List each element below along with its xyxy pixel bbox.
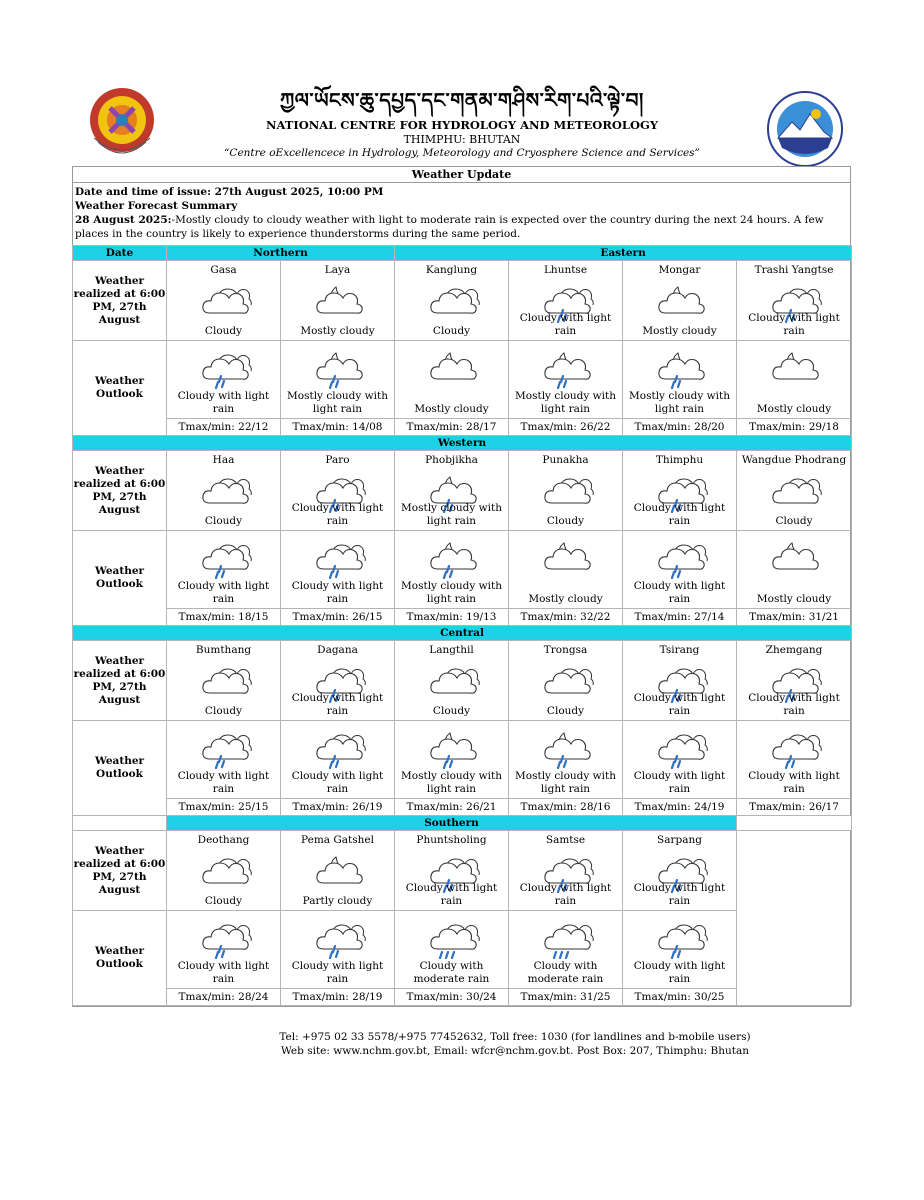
blank-header-cell (737, 816, 852, 831)
outlook-cell (737, 341, 852, 419)
cloud-icon (538, 469, 594, 513)
weather-table (72, 245, 852, 1006)
temperature-cell: Tmax/min: 14/08 (281, 419, 395, 436)
realized-description: Cloudy with light rain (748, 312, 840, 337)
outlook-cell (509, 911, 623, 989)
realized-cell (509, 451, 623, 531)
region-header-row (73, 246, 852, 261)
station-name: Zhemgang (765, 644, 823, 656)
realized-description: Cloudy (546, 515, 585, 527)
region-southern: Southern (167, 816, 737, 831)
station-name: Tsirang (659, 644, 700, 656)
org-motto: “Centre oExcellencece in Hydrology, Meteorology and Cryosphere Science and Services” (224, 147, 700, 159)
mostly-cloudy-rain-icon (538, 345, 594, 389)
realized-description: Cloudy (432, 705, 471, 717)
realized-cell (167, 641, 281, 721)
realized-cell (623, 451, 737, 531)
temperature-cell: Tmax/min: 28/17 (395, 419, 509, 436)
outlook-row (73, 911, 852, 989)
realized-cell (623, 831, 737, 911)
station-name: Thimphu (655, 454, 704, 466)
outlook-cell (281, 911, 395, 989)
temperature-cell: Tmax/min: 28/19 (281, 989, 395, 1006)
temperature-cell: Tmax/min: 30/24 (395, 989, 509, 1006)
outlook-cell (167, 721, 281, 799)
realized-cell (395, 831, 509, 911)
temperature-cell: Tmax/min: 31/21 (737, 609, 852, 626)
mostly-cloudy-icon (766, 535, 822, 579)
temperature-cell: Tmax/min: 28/16 (509, 799, 623, 816)
outlook-cell (395, 721, 509, 799)
realized-description: Cloudy with light rain (633, 502, 726, 527)
realized-cell (281, 451, 395, 531)
station-name: Kanglung (425, 264, 478, 276)
cloud-rain-icon (766, 725, 822, 769)
station-name: Dagana (317, 644, 358, 656)
outlook-cell (167, 341, 281, 419)
realized-description: Cloudy with light rain (519, 312, 612, 337)
temperature-row (73, 989, 852, 1006)
outlook-cell (623, 721, 737, 799)
mostly-cloudy-rain-icon (424, 535, 480, 579)
realized-description: Partly cloudy (302, 895, 373, 907)
cloud-icon (196, 659, 252, 703)
temperature-cell: Tmax/min: 26/21 (395, 799, 509, 816)
region-central: Central (73, 626, 852, 641)
realized-description: Cloudy with light rain (519, 882, 612, 907)
cloud-icon (424, 659, 480, 703)
station-name: Laya (324, 264, 351, 276)
realized-description: Cloudy with light rain (405, 882, 498, 907)
outlook-cell (737, 721, 852, 799)
outlook-cell (281, 721, 395, 799)
page-footer (0, 1030, 924, 1058)
outlook-label: Weather Outlook (73, 721, 167, 816)
realized-description: Cloudy (204, 895, 243, 907)
realized-description: Cloudy with light rain (291, 692, 384, 717)
outlook-description: Cloudy with light rain (177, 390, 270, 415)
realized-description: Cloudy with light rain (291, 502, 384, 527)
temperature-cell: Tmax/min: 22/12 (167, 419, 281, 436)
cloud-icon (196, 849, 252, 893)
station-name: Deothang (197, 834, 250, 846)
station-name: Phobjikha (425, 454, 478, 466)
cloud-rain-icon (652, 535, 708, 579)
cloud-rain-icon (652, 725, 708, 769)
outlook-label: Weather Outlook (73, 341, 167, 436)
outlook-description: Cloudy with light rain (291, 580, 384, 605)
outlook-row (73, 531, 852, 609)
cloud-rain-icon (652, 915, 708, 959)
mostly-cloudy-rain-icon (424, 725, 480, 769)
region-northern: Northern (167, 246, 395, 261)
temperature-cell: Tmax/min: 24/19 (623, 799, 737, 816)
outlook-description: Cloudy with light rain (633, 770, 726, 795)
realized-cell (281, 261, 395, 341)
outlook-cell (281, 531, 395, 609)
outlook-label: Weather Outlook (73, 911, 167, 1006)
temperature-cell: Tmax/min: 26/17 (737, 799, 852, 816)
outlook-cell (281, 341, 395, 419)
outlook-row (73, 341, 852, 419)
outlook-description: Cloudy with light rain (177, 770, 270, 795)
outlook-cell (395, 911, 509, 989)
cloud-rain-icon (196, 915, 252, 959)
station-name: Trongsa (543, 644, 588, 656)
region-eastern: Eastern (395, 246, 852, 261)
bhutan-emblem-icon (80, 80, 164, 164)
temperature-row (73, 799, 852, 816)
outlook-description: Cloudy with light rain (177, 960, 270, 985)
outlook-cell (509, 531, 623, 609)
realized-cell (395, 261, 509, 341)
cloud-rain-icon (310, 725, 366, 769)
cloud-rain-icon (196, 535, 252, 579)
realized-cell (737, 261, 852, 341)
cloud-moderate-rain-icon (538, 915, 594, 959)
station-name: Trashi Yangtse (754, 264, 834, 276)
outlook-description: Mostly cloudy with light rain (287, 390, 388, 415)
cloud-rain-icon (310, 915, 366, 959)
realized-row (73, 451, 852, 531)
station-name: Lhuntse (543, 264, 588, 276)
station-name: Gasa (210, 264, 237, 276)
realized-description: Cloudy (204, 705, 243, 717)
station-name: Paro (325, 454, 350, 466)
station-name: Langthil (429, 644, 474, 656)
realized-description: Mostly cloudy with light rain (401, 502, 502, 527)
realized-description: Cloudy (432, 325, 471, 337)
region-western: Western (73, 436, 852, 451)
outlook-description: Mostly cloudy with light rain (401, 770, 502, 795)
cloud-icon (538, 659, 594, 703)
realized-label: Weather realized at 6:00 PM, 27th August (73, 831, 167, 911)
outlook-cell (623, 531, 737, 609)
temperature-cell: Tmax/min: 26/15 (281, 609, 395, 626)
realized-row (73, 641, 852, 721)
station-name: Punakha (542, 454, 589, 466)
nchm-logo-icon (764, 88, 846, 170)
region-header-row (73, 816, 852, 831)
station-name: Sarpang (657, 834, 702, 846)
realized-cell (281, 641, 395, 721)
region-header-row (73, 626, 852, 641)
temperature-cell: Tmax/min: 28/24 (167, 989, 281, 1006)
temperature-cell: Tmax/min: 26/22 (509, 419, 623, 436)
issue-line: Date and time of issue: 27th August 2025, 10:00 PM (75, 186, 384, 198)
outlook-cell (737, 531, 852, 609)
cloud-rain-icon (196, 345, 252, 389)
realized-cell (623, 641, 737, 721)
outlook-description: Mostly cloudy (756, 403, 832, 415)
realized-description: Cloudy (546, 705, 585, 717)
outlook-cell (623, 341, 737, 419)
summary-title: Weather Forecast Summary (75, 200, 238, 212)
temperature-row (73, 609, 852, 626)
realized-cell (737, 641, 852, 721)
footer-contact: Tel: +975 02 33 5578/+975 77452632, Toll free: 1030 (for landlines and b-mobile users) (279, 1031, 751, 1043)
station-name: Phuntsholing (416, 834, 487, 846)
temperature-cell: Tmax/min: 18/15 (167, 609, 281, 626)
realized-label: Weather realized at 6:00 PM, 27th August (73, 641, 167, 721)
realized-cell (167, 451, 281, 531)
realized-description: Cloudy with light rain (748, 692, 840, 717)
realized-description: Cloudy with light rain (633, 882, 726, 907)
outlook-cell (509, 721, 623, 799)
summary-paragraph (75, 213, 848, 241)
outlook-cell (395, 341, 509, 419)
dzongkha-title: ཀྱལ་ཡོངས་ཆུ་དཔྱད་དང་གནམ་གཤིས་རིག་པའི་ལྟེ་བ། (280, 88, 644, 112)
temperature-cell: Tmax/min: 25/15 (167, 799, 281, 816)
realized-cell (395, 451, 509, 531)
outlook-cell (167, 531, 281, 609)
cloud-icon (196, 469, 252, 513)
summary-date: 28 August 2025: (75, 214, 172, 226)
outlook-cell (395, 531, 509, 609)
realized-cell (395, 641, 509, 721)
realized-description: Mostly cloudy (642, 325, 717, 337)
realized-description: Cloudy (204, 325, 243, 337)
date-header: Date (73, 246, 167, 261)
outlook-cell (167, 911, 281, 989)
realized-label: Weather realized at 6:00 PM, 27th August (73, 261, 167, 341)
outlook-description: Mostly cloudy with light rain (629, 390, 730, 415)
realized-cell (509, 641, 623, 721)
mostly-cloudy-icon (766, 345, 822, 389)
outlook-label: Weather Outlook (73, 531, 167, 626)
station-name: Samtse (545, 834, 586, 846)
page-header (72, 80, 852, 170)
realized-description: Cloudy (775, 515, 813, 527)
weather-update-box (72, 166, 851, 1007)
realized-cell (623, 261, 737, 341)
realized-description: Cloudy with light rain (633, 692, 726, 717)
station-name: Haa (212, 454, 235, 466)
forecast-summary (73, 183, 850, 245)
outlook-description: Cloudy with light rain (633, 960, 726, 985)
realized-description: Cloudy (204, 515, 243, 527)
station-name: Mongar (658, 264, 701, 276)
outlook-description: Cloudy with light rain (291, 960, 384, 985)
cloud-icon (766, 469, 822, 513)
realized-cell (737, 451, 852, 531)
outlook-cell (623, 911, 737, 989)
outlook-description: Mostly cloudy (528, 593, 603, 605)
temperature-cell: Tmax/min: 31/25 (509, 989, 623, 1006)
outlook-row (73, 721, 852, 799)
outlook-description: Cloudy with light rain (748, 770, 840, 795)
temperature-cell: Tmax/min: 27/14 (623, 609, 737, 626)
station-name: Bumthang (195, 644, 252, 656)
mostly-cloudy-icon (424, 345, 480, 389)
cloud-moderate-rain-icon (424, 915, 480, 959)
temperature-cell: Tmax/min: 26/19 (281, 799, 395, 816)
blank-header-cell (73, 816, 167, 831)
region-header-row (73, 436, 852, 451)
footer-web: Web site: www.nchm.gov.bt, Email: wfcr@nchm.gov.bt. Post Box: 207, Thimphu: Bhutan (281, 1045, 749, 1057)
mostly-cloudy-rain-icon (310, 345, 366, 389)
title-block (192, 86, 732, 159)
realized-cell (167, 261, 281, 341)
realized-cell (281, 831, 395, 911)
outlook-description: Cloudy with light rain (291, 770, 384, 795)
outlook-description: Mostly cloudy (756, 593, 832, 605)
temperature-cell: Tmax/min: 30/25 (623, 989, 737, 1006)
outlook-description: Mostly cloudy with light rain (515, 390, 616, 415)
station-name: Pema Gatshel (301, 834, 374, 846)
mostly-cloudy-icon (310, 279, 366, 323)
realized-cell (167, 831, 281, 911)
empty-cell (737, 831, 852, 1006)
mostly-cloudy-rain-icon (652, 345, 708, 389)
outlook-description: Cloudy with light rain (177, 580, 270, 605)
org-name: NATIONAL CENTRE FOR HYDROLOGY AND METEOROLOGY (265, 118, 659, 132)
cloud-icon (196, 279, 252, 323)
realized-cell (509, 831, 623, 911)
cloud-rain-icon (196, 725, 252, 769)
temperature-cell: Tmax/min: 19/13 (395, 609, 509, 626)
outlook-description: Mostly cloudy (414, 403, 489, 415)
station-name: Wangdue Phodrang (741, 454, 847, 466)
org-city: THIMPHU: BHUTAN (403, 133, 521, 146)
realized-row (73, 831, 852, 911)
partly-cloudy-icon (310, 849, 366, 893)
temperature-cell: Tmax/min: 29/18 (737, 419, 852, 436)
mostly-cloudy-rain-icon (538, 725, 594, 769)
outlook-description: Mostly cloudy with light rain (401, 580, 502, 605)
mostly-cloudy-icon (538, 535, 594, 579)
update-title: Weather Update (73, 167, 850, 183)
realized-cell (509, 261, 623, 341)
cloud-rain-icon (310, 535, 366, 579)
outlook-description: Cloudy with moderate rain (527, 960, 604, 985)
realized-label: Weather realized at 6:00 PM, 27th August (73, 451, 167, 531)
cloud-icon (424, 279, 480, 323)
temperature-row (73, 419, 852, 436)
summary-text: -Mostly cloudy to cloudy weather with light to moderate rain is expected over the country during the next 24 hours. A few places in the country is likely to experience thunderstorms during the same period. (75, 214, 824, 240)
temperature-cell: Tmax/min: 32/22 (509, 609, 623, 626)
outlook-description: Cloudy with light rain (633, 580, 726, 605)
outlook-cell (509, 341, 623, 419)
realized-row (73, 261, 852, 341)
temperature-cell: Tmax/min: 28/20 (623, 419, 737, 436)
mostly-cloudy-icon (652, 279, 708, 323)
realized-description: Mostly cloudy (300, 325, 375, 337)
outlook-description: Mostly cloudy with light rain (515, 770, 616, 795)
outlook-description: Cloudy with moderate rain (413, 960, 490, 985)
